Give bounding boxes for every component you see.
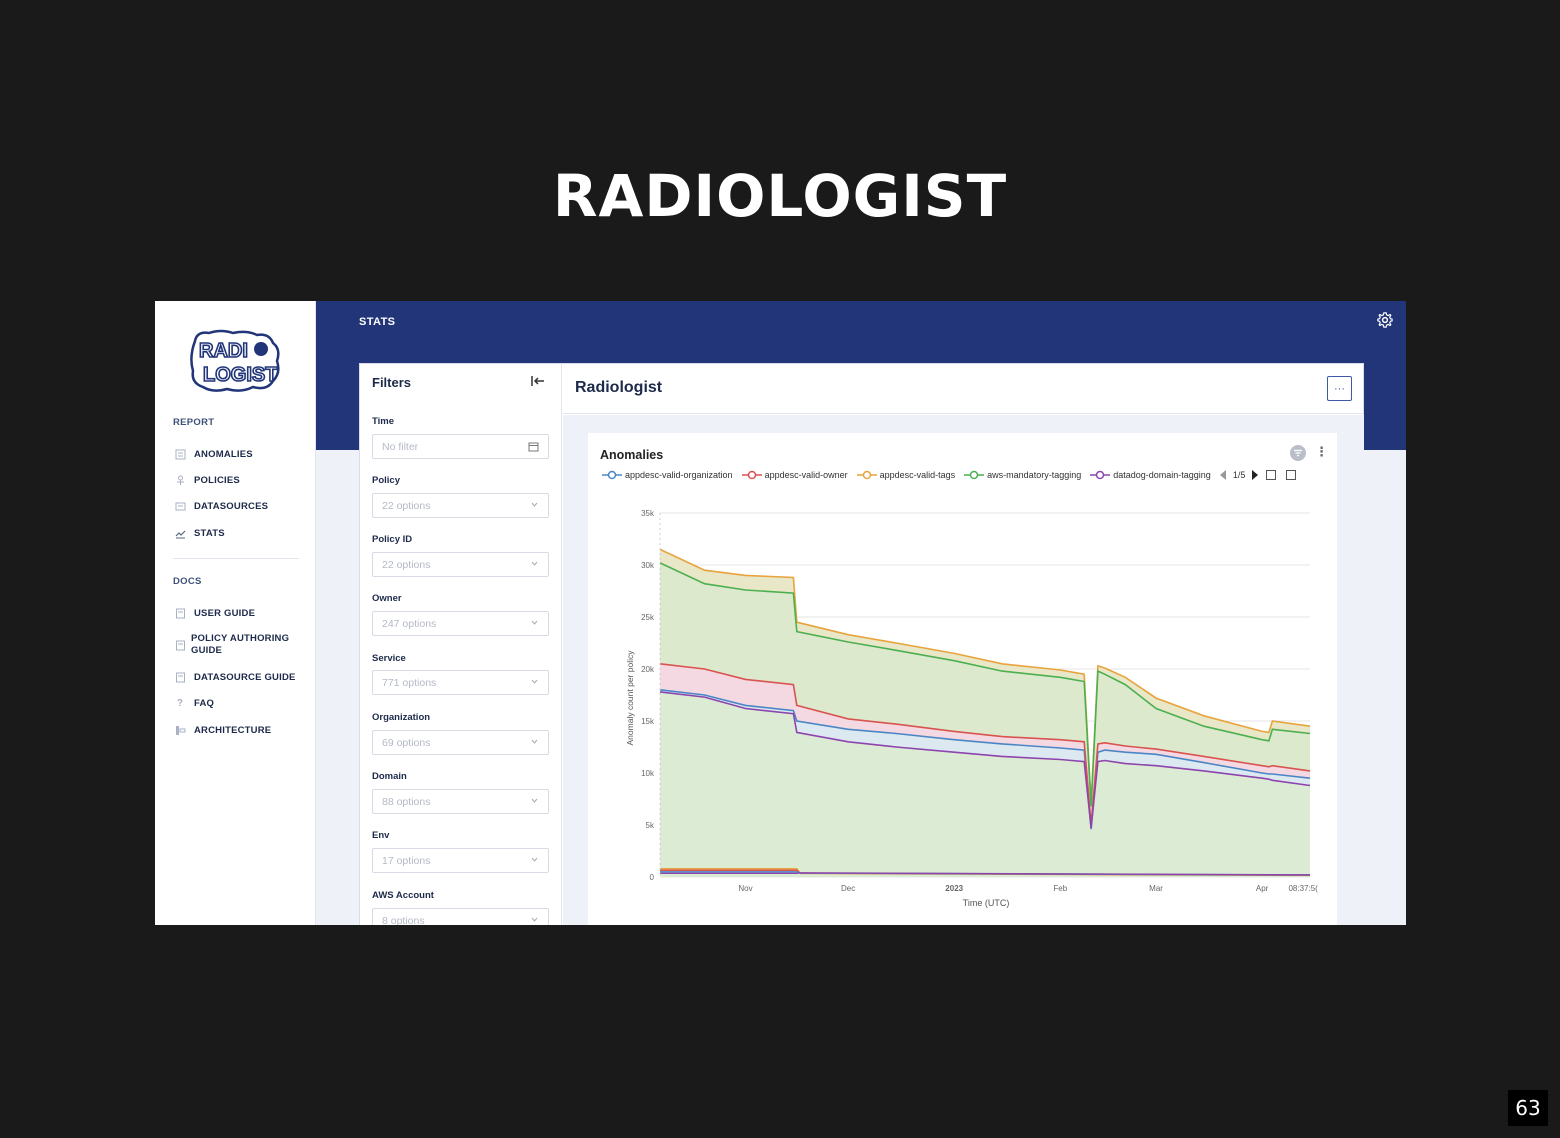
- nav-section-report: REPORT: [173, 417, 215, 428]
- sidebar-item-label: ANOMALIES: [194, 448, 253, 460]
- sidebar-item-datasource-guide[interactable]: [173, 671, 296, 683]
- y-tick-label: 5k: [645, 821, 654, 830]
- y-tick-label: 0: [649, 873, 654, 882]
- page-number: 63: [1508, 1090, 1548, 1126]
- aws-account-select[interactable]: [372, 908, 549, 925]
- y-tick-label: 20k: [641, 665, 654, 674]
- filter-value: 69 options: [382, 736, 431, 749]
- y-axis-label: Anomaly count per policy: [625, 650, 635, 746]
- report-title: Radiologist: [575, 379, 663, 396]
- sidebar-item-policies[interactable]: [173, 474, 240, 486]
- more-options-button[interactable]: ···: [1327, 376, 1352, 401]
- filter-label-policy: Policy: [372, 475, 400, 486]
- slide-title: RADIOLOGIST: [552, 162, 1008, 230]
- legend-label: appdesc-valid-tags: [879, 470, 956, 480]
- kebab-menu-icon[interactable]: ⋮: [1315, 444, 1328, 459]
- sidebar: [155, 301, 316, 925]
- nav-section-docs: DOCS: [173, 576, 202, 587]
- y-tick-label: 30k: [641, 561, 654, 570]
- filter-value: 17 options: [382, 854, 431, 867]
- legend-label: appdesc-valid-owner: [764, 470, 848, 480]
- report-header: [563, 364, 1364, 414]
- chevron-down-icon: [530, 677, 539, 686]
- datasources-icon: [173, 500, 187, 512]
- filter-label-organization: Organization: [372, 712, 431, 723]
- legend-page-label: 1/5: [1232, 470, 1246, 480]
- x-tick-label: Feb: [1053, 884, 1068, 893]
- sidebar-item-datasources[interactable]: [173, 500, 268, 512]
- policies-icon: [173, 474, 187, 486]
- svg-text:RADI: RADI: [199, 340, 248, 362]
- report-body: [563, 415, 1364, 925]
- chevron-down-icon: [530, 737, 539, 746]
- sidebar-item-label: ARCHITECTURE: [194, 724, 272, 736]
- filter-value: No filter: [382, 440, 419, 453]
- calendar-icon: [528, 441, 539, 452]
- anomalies-icon: [173, 448, 187, 460]
- filter-value: 247 options: [382, 617, 437, 630]
- page-title: STATS: [359, 316, 396, 328]
- stats-icon: [173, 527, 187, 539]
- domain-select[interactable]: [372, 789, 549, 814]
- chevron-down-icon: [530, 915, 539, 924]
- sidebar-item-label: POLICIES: [194, 474, 240, 486]
- time-filter-input[interactable]: [372, 434, 549, 459]
- stats-panel: [359, 363, 1364, 925]
- legend-label: datadog-domain-tagging: [1113, 470, 1211, 480]
- filters-panel: [360, 364, 562, 925]
- chevron-down-icon: [530, 618, 539, 627]
- legend-label: aws-mandatory-tagging: [987, 470, 1082, 480]
- book-icon: [173, 607, 187, 619]
- sidebar-item-label: DATASOURCES: [194, 500, 269, 512]
- gear-icon[interactable]: [1376, 311, 1394, 329]
- x-tick-label: Mar: [1149, 884, 1163, 893]
- sidebar-item-label: FAQ: [194, 697, 215, 709]
- filters-title: Filters: [372, 375, 412, 390]
- filter-label-time: Time: [372, 416, 395, 427]
- y-tick-label: 10k: [641, 769, 654, 778]
- x-tick-label: Dec: [841, 884, 856, 893]
- architecture-icon: [173, 724, 187, 736]
- organization-select[interactable]: [372, 730, 549, 755]
- filter-label-service: Service: [372, 653, 406, 664]
- book-icon: [173, 639, 187, 651]
- x-axis-label: Time (UTC): [962, 898, 1010, 908]
- chevron-down-icon: [530, 855, 539, 864]
- chevron-down-icon: [530, 796, 539, 805]
- env-select[interactable]: [372, 848, 549, 873]
- y-tick-label: 15k: [641, 717, 654, 726]
- filter-value: 88 options: [382, 795, 431, 808]
- chevron-down-icon: [530, 500, 539, 509]
- filter-label-domain: Domain: [372, 771, 407, 782]
- filter-value: 8 options: [382, 914, 425, 925]
- filter-label-aws-account: AWS Account: [372, 890, 434, 901]
- y-tick-label: 25k: [641, 613, 654, 622]
- sidebar-item-label: POLICY AUTHORING GUIDE: [191, 633, 290, 656]
- radiologist-logo[interactable]: [187, 327, 283, 395]
- sidebar-item-faq[interactable]: [173, 697, 214, 709]
- x-tick-label: Nov: [738, 884, 753, 893]
- x-tick-label: 08:37:5(: [1288, 884, 1318, 893]
- filter-value: 22 options: [382, 499, 431, 512]
- policy-select[interactable]: [372, 493, 549, 518]
- y-tick-label: 35k: [641, 509, 654, 518]
- collapse-left-icon[interactable]: [530, 374, 546, 388]
- chart-title: Anomalies: [600, 448, 664, 462]
- owner-select[interactable]: [372, 611, 549, 636]
- anomalies-chart: [588, 433, 1337, 925]
- policy-id-select[interactable]: [372, 552, 549, 577]
- filter-label-owner: Owner: [372, 593, 402, 604]
- sidebar-item-label: USER GUIDE: [194, 607, 256, 619]
- x-tick-label: Apr: [1255, 884, 1269, 893]
- filter-value: 771 options: [382, 676, 437, 689]
- x-tick-label: 2023: [945, 884, 964, 893]
- sidebar-item-user-guide[interactable]: [173, 607, 255, 619]
- legend-label: appdesc-valid-organization: [625, 470, 733, 480]
- filter-label-env: Env: [372, 830, 390, 841]
- sidebar-item-policy-authoring-guide[interactable]: [173, 633, 299, 657]
- filter-label-policy-id: Policy ID: [372, 534, 413, 545]
- nav-divider: [173, 558, 299, 559]
- question-icon: ?: [176, 697, 184, 709]
- app-window: [155, 301, 1406, 925]
- sidebar-item-stats[interactable]: [173, 527, 225, 539]
- sidebar-item-label: DATASOURCE GUIDE: [194, 671, 296, 683]
- chevron-down-icon: [530, 559, 539, 568]
- sidebar-item-label: STATS: [194, 527, 225, 539]
- anomalies-chart-card: [588, 433, 1337, 925]
- report-area: [563, 364, 1364, 925]
- sidebar-item-anomalies[interactable]: [173, 448, 253, 460]
- sidebar-item-architecture[interactable]: [173, 724, 271, 736]
- svg-text:LOGIST: LOGIST: [203, 364, 278, 386]
- service-select[interactable]: [372, 670, 549, 695]
- book-icon: [173, 671, 187, 683]
- filter-value: 22 options: [382, 558, 431, 571]
